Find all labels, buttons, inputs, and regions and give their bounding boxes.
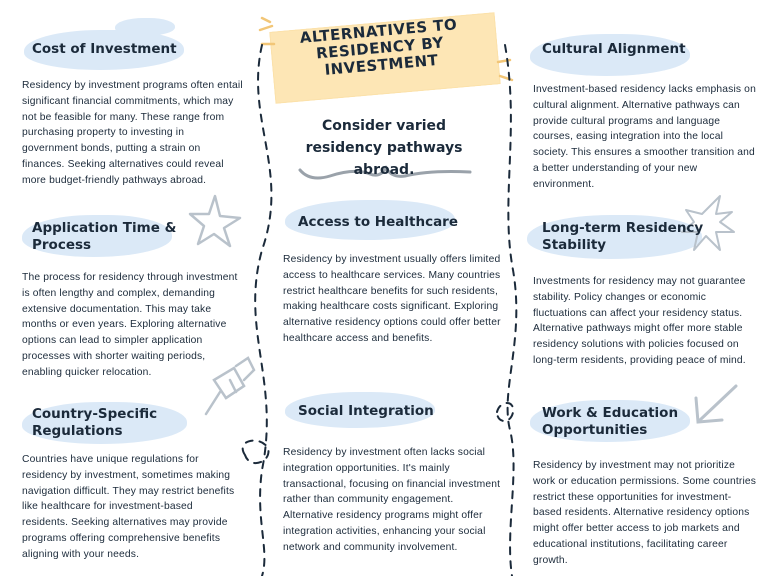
work-heading: Work & Education Opportunities xyxy=(542,405,679,438)
cost-body: Residency by investment programs often entail significant financial commitments, which may not be feasible for many. These range from purchasing property to investing in government bonds, putting a strain on finances. Seeking alternatives could reveal more budget-friendly pathways abroad. xyxy=(22,80,243,186)
healthcare-heading: Access to Healthcare xyxy=(298,214,458,230)
work-body: Residency by investment may not prioritize work or education permissions. Some countries restrict these opportunities for investment- based residents. Alternative residency options might offer better access to job markets and educational institutions, facilitating career growth. xyxy=(533,460,757,566)
subtitle: Consider varied residency pathways abroad. xyxy=(305,118,463,178)
arrow-icon xyxy=(696,386,736,422)
country-body: Countries have unique regulations for residency by investment, sometimes making navigation difficult. They may restrict benefits like healthcare for investment-based residents. Seeking alternatives may provide programs offering comprehensive benefits aligning with your needs. xyxy=(22,454,235,560)
page-title: ALTERNATIVES TO RESIDENCY BY INVESTMENT xyxy=(299,15,458,79)
cost-heading: Cost of Investment xyxy=(32,41,177,57)
star-icon xyxy=(190,196,240,246)
cultural-body: Investment-based residency lacks emphasis on cultural alignment. Alternative pathways can provide cultural programs and language courses, easing integration into the local society. This ensures a smoother transition and a better understanding of your new environment. xyxy=(533,84,756,190)
country-heading: Country-Specific Regulations xyxy=(32,406,158,439)
longterm-heading: Long-term Residency Stability xyxy=(542,220,704,253)
social-body: Residency by investment often lacks social integration opportunities. It's mainly transactional, focusing on financial investment rather than community engagement. Alternative residency programs might offer integration activities, enhancing your social network and community involvement. xyxy=(283,447,501,553)
application-body: The process for residency through investment is often lengthy and complex, demanding extensive documentation. This may take months or even years. Exploring alternative options can lead to simpler application processes with shorter waiting periods, enabling quicker relocation. xyxy=(22,272,238,378)
cultural-heading: Cultural Alignment xyxy=(542,41,686,57)
application-heading: Application Time & Process xyxy=(32,220,177,253)
longterm-body: Investments for residency may not guarantee stability. Policy changes or economic fluctuations can affect your residency status. Alternative pathways might offer more stable residency solutions with policies focused on long-term residents, providing peace of mind. xyxy=(533,276,746,366)
social-heading: Social Integration xyxy=(298,403,434,419)
healthcare-body: Residency by investment usually offers limited access to healthcare services. Many countries restrict healthcare benefits for such residents, making healthcare costs significant. Exploring alternative residency options could offer better healthcare access and benefits. xyxy=(283,254,501,344)
